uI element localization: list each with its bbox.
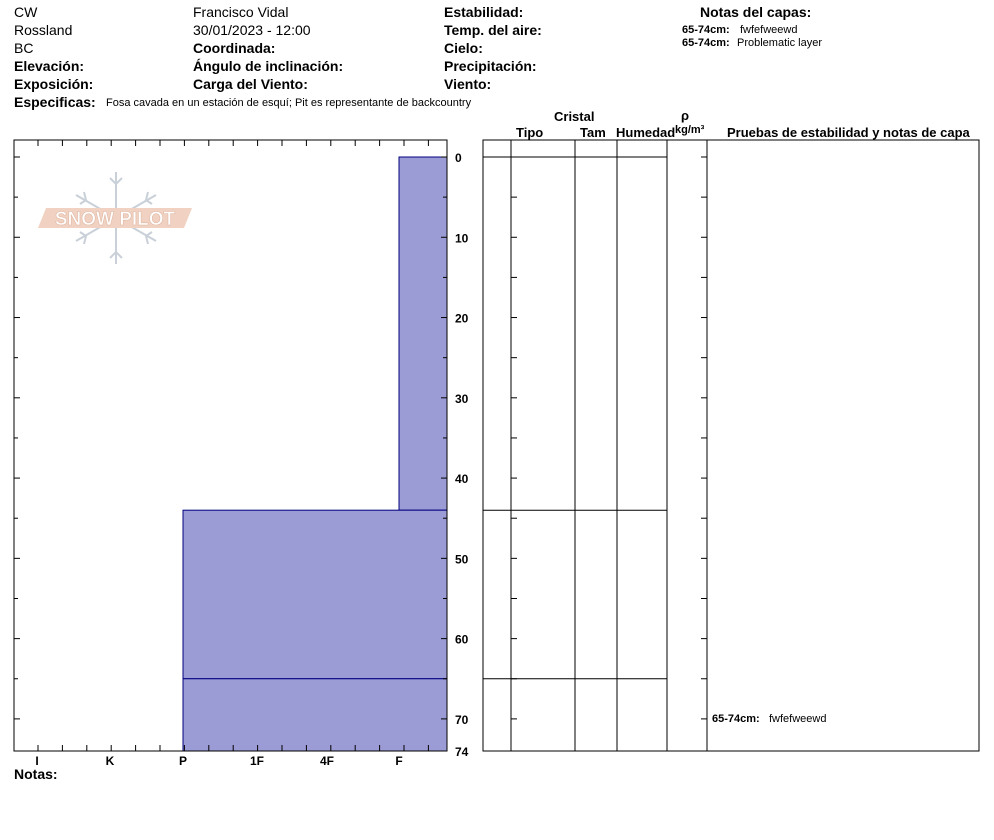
angulo-label: Ángulo de inclinación:	[193, 58, 344, 74]
depth-tick-label: 40	[455, 472, 469, 487]
hardness-label-f: F	[395, 754, 403, 768]
especificas-text: Fosa cavada en un estación de esquí; Pit es representante de backcountry	[106, 97, 472, 109]
viento-label: Viento:	[444, 76, 492, 92]
temp-aire-label: Temp. del aire:	[444, 22, 542, 38]
hardness-label-1f: 1F	[249, 754, 265, 768]
coordinada-label: Coordinada:	[193, 40, 276, 56]
humedad-header: Humedad	[616, 125, 676, 140]
hardness-label-4f: 4F	[319, 754, 335, 768]
pruebas-header: Pruebas de estabilidad y notas de capa	[727, 125, 970, 140]
precipitacion-label: Precipitación:	[444, 58, 537, 74]
depth-tick-label: 70	[455, 712, 469, 727]
tam-header: Tam	[580, 125, 606, 140]
location-line-1: CW	[14, 4, 38, 20]
layer-bar-1	[399, 157, 447, 510]
location-line-2: Rossland	[14, 22, 73, 38]
test-note-text: fwfefweewd	[769, 713, 827, 725]
notas-capas-text-1: fwfefweewd	[740, 24, 798, 36]
cielo-label: Cielo:	[444, 40, 483, 56]
watermark-text: SNOW PILOT	[54, 209, 176, 230]
layer-bar-2	[183, 510, 447, 679]
location-line-3: BC	[14, 40, 34, 56]
especificas-label: Especificas:	[14, 94, 96, 110]
depth-tick-label: 30	[455, 391, 469, 406]
depth-tick-label: 50	[455, 552, 469, 567]
density-symbol: ρ	[681, 108, 690, 123]
observation-datetime: 30/01/2023 - 12:00	[193, 22, 311, 38]
notas-capas-range-1: 65-74cm:	[682, 24, 730, 36]
cristal-header: Cristal	[554, 109, 595, 124]
notas-label: Notas:	[14, 766, 58, 782]
notas-capas-title: Notas del capas:	[700, 4, 812, 20]
layer-table-frame	[483, 140, 979, 751]
notas-capas-range-2: 65-74cm:	[682, 37, 730, 49]
carga-viento-label: Carga del Viento:	[193, 76, 308, 92]
depth-tick-label: 60	[455, 632, 469, 647]
tipo-header: Tipo	[516, 125, 544, 140]
observer-name: Francisco Vidal	[193, 4, 289, 20]
test-note-range: 65-74cm:	[712, 713, 760, 725]
hardness-label-i: I	[35, 754, 39, 768]
density-unit: kg/m³	[675, 124, 705, 136]
elevacion-label: Elevación:	[14, 58, 85, 74]
estabilidad-label: Estabilidad:	[444, 4, 524, 20]
depth-tick-label: 20	[455, 311, 469, 326]
exposicion-label: Exposición:	[14, 76, 94, 92]
hardness-label-p: P	[178, 754, 188, 768]
hardness-label-k: K	[105, 754, 115, 768]
depth-tick-label: 74	[455, 745, 469, 759]
depth-tick-label: 0	[455, 151, 462, 165]
layer-bar-3	[183, 679, 447, 751]
depth-tick-label: 10	[455, 231, 469, 246]
notas-capas-text-2: Problematic layer	[737, 37, 822, 49]
